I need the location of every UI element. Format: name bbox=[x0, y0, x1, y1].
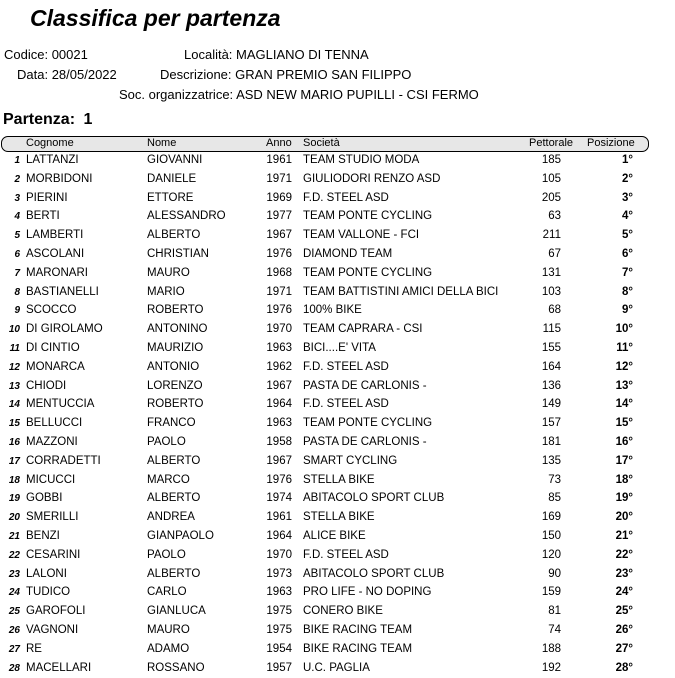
posizione-cell: 9° bbox=[622, 304, 633, 317]
societa-cell: TEAM STUDIO MODA bbox=[303, 154, 420, 166]
nome-cell: MAURO bbox=[147, 266, 190, 279]
localita-value: MAGLIANO DI TENNA bbox=[236, 47, 369, 62]
pettorale-cell: 90 bbox=[548, 567, 561, 580]
row-number: 27 bbox=[8, 643, 20, 655]
pettorale-cell: 63 bbox=[548, 210, 561, 223]
posizione-cell: 20° bbox=[615, 511, 633, 524]
societa-cell: STELLA BIKE bbox=[303, 511, 375, 524]
pettorale-cell: 73 bbox=[548, 473, 561, 486]
nome-cell: PAOLO bbox=[147, 548, 186, 561]
table-row bbox=[0, 377, 675, 396]
anno-cell: 1963 bbox=[266, 342, 292, 354]
societa-cell: BICI....E' VITA bbox=[303, 342, 376, 354]
table-row bbox=[0, 414, 675, 433]
nome-cell: DANIELE bbox=[147, 172, 197, 185]
posizione-cell: 27° bbox=[615, 642, 633, 655]
row-number: 6 bbox=[14, 249, 20, 260]
nome-cell: ALESSANDRO bbox=[147, 210, 226, 223]
row-number: 5 bbox=[14, 230, 20, 242]
posizione-cell: 18° bbox=[615, 473, 633, 486]
table-row bbox=[0, 583, 675, 602]
anno-cell: 1977 bbox=[266, 210, 292, 223]
posizione-cell: 17° bbox=[615, 454, 633, 467]
nome-cell: LORENZO bbox=[147, 379, 203, 392]
codice-label: Codice: bbox=[4, 47, 49, 62]
pettorale-cell: 120 bbox=[541, 548, 561, 561]
societa-cell: PRO LIFE - NO DOPING bbox=[303, 586, 432, 599]
row-number: 2 bbox=[14, 173, 20, 185]
row-number: 3 bbox=[14, 192, 20, 204]
pettorale-cell: 155 bbox=[541, 342, 561, 354]
pettorale-cell: 150 bbox=[541, 530, 561, 542]
pettorale-cell: 85 bbox=[548, 492, 561, 505]
nome-cell: GIANPAOLO bbox=[147, 530, 214, 542]
row-number: 21 bbox=[8, 531, 20, 542]
posizione-cell: 28° bbox=[615, 661, 633, 674]
societa-cell: BIKE RACING TEAM bbox=[303, 642, 413, 655]
nome-cell: GIANLUCA bbox=[147, 605, 206, 618]
soc-label: Soc. organizzatrice: bbox=[119, 87, 234, 102]
societa-cell: TEAM PONTE CYCLING bbox=[303, 210, 433, 223]
posizione-cell: 6° bbox=[622, 248, 633, 260]
table-row bbox=[0, 395, 675, 414]
posizione-cell: 10° bbox=[615, 323, 633, 336]
meta-data bbox=[17, 67, 117, 82]
row-number: 9 bbox=[14, 305, 20, 317]
nome-cell: ALBERTO bbox=[147, 229, 201, 242]
section-label: Partenza: bbox=[3, 111, 76, 128]
table-row bbox=[0, 207, 675, 226]
table-row bbox=[0, 433, 675, 452]
cognome-cell: DI GIROLAMO bbox=[26, 323, 103, 336]
societa-cell: ABITACOLO SPORT CLUB bbox=[303, 492, 445, 505]
anno-cell: 1958 bbox=[266, 436, 292, 448]
pettorale-cell: 115 bbox=[542, 323, 561, 336]
data-label: Data: bbox=[17, 67, 49, 82]
nome-cell: MAURIZIO bbox=[147, 342, 204, 354]
anno-cell: 1954 bbox=[266, 642, 292, 655]
cognome-cell: BERTI bbox=[26, 210, 60, 223]
societa-cell: TEAM VALLONE - FCI bbox=[303, 229, 420, 242]
pettorale-cell: 68 bbox=[548, 304, 561, 317]
table-row bbox=[0, 358, 675, 377]
nome-cell: GIOVANNI bbox=[147, 154, 203, 166]
row-number: 10 bbox=[8, 324, 20, 336]
table-row bbox=[0, 339, 675, 358]
anno-cell: 1963 bbox=[266, 417, 292, 430]
col-posizione: Posizione bbox=[587, 137, 635, 149]
table-row bbox=[0, 489, 675, 508]
cognome-cell: MONARCA bbox=[26, 360, 85, 373]
cognome-cell: VAGNONI bbox=[26, 624, 79, 636]
posizione-cell: 5° bbox=[622, 229, 633, 242]
societa-cell: F.D. STEEL ASD bbox=[303, 398, 389, 411]
descrizione-label: Descrizione: bbox=[160, 67, 232, 82]
societa-cell: BIKE RACING TEAM bbox=[303, 624, 413, 636]
row-number: 13 bbox=[8, 380, 20, 392]
cognome-cell: MENTUCCIA bbox=[26, 398, 95, 411]
data-value: 28/05/2022 bbox=[51, 67, 117, 82]
cognome-cell: DI CINTIO bbox=[26, 342, 80, 354]
meta-localita bbox=[184, 47, 369, 62]
cognome-cell: SCOCCO bbox=[26, 304, 77, 317]
societa-cell: F.D. STEEL ASD bbox=[303, 191, 389, 204]
cognome-cell: CORRADETTI bbox=[26, 454, 101, 467]
pettorale-cell: 136 bbox=[541, 379, 561, 392]
anno-cell: 1976 bbox=[266, 248, 292, 260]
cognome-cell: BELLUCCI bbox=[26, 417, 83, 430]
cognome-cell: LAMBERTI bbox=[26, 229, 84, 242]
table-row bbox=[0, 170, 675, 189]
page-title: Classifica per partenza bbox=[30, 5, 281, 31]
anno-cell: 1964 bbox=[266, 398, 292, 411]
table-row bbox=[0, 452, 675, 471]
posizione-cell: 24° bbox=[615, 586, 633, 599]
societa-cell: STELLA BIKE bbox=[303, 473, 375, 486]
societa-cell: PASTA DE CARLONIS - bbox=[303, 379, 427, 392]
anno-cell: 1961 bbox=[266, 511, 292, 524]
anno-cell: 1976 bbox=[266, 473, 292, 486]
posizione-cell: 1° bbox=[622, 154, 633, 166]
row-number: 26 bbox=[8, 625, 20, 636]
anno-cell: 1971 bbox=[266, 172, 292, 185]
nome-cell: CHRISTIAN bbox=[147, 248, 209, 260]
pettorale-cell: 105 bbox=[541, 172, 561, 185]
row-number: 11 bbox=[9, 343, 20, 354]
anno-cell: 1971 bbox=[266, 285, 292, 298]
anno-cell: 1969 bbox=[266, 191, 292, 204]
pettorale-cell: 211 bbox=[542, 229, 561, 242]
societa-cell: PASTA DE CARLONIS - bbox=[303, 436, 427, 448]
societa-cell: ALICE BIKE bbox=[303, 530, 366, 542]
anno-cell: 1963 bbox=[266, 586, 292, 599]
descrizione-value: GRAN PREMIO SAN FILIPPO bbox=[235, 67, 412, 82]
cognome-cell: BENZI bbox=[26, 530, 60, 542]
table-row bbox=[0, 320, 675, 339]
row-number: 28 bbox=[8, 662, 20, 674]
table-row bbox=[0, 527, 675, 546]
nome-cell: ROBERTO bbox=[147, 398, 204, 411]
row-number: 15 bbox=[8, 418, 20, 430]
nome-cell: FRANCO bbox=[147, 417, 196, 430]
cognome-cell: ASCOLANI bbox=[26, 248, 85, 260]
societa-cell: F.D. STEEL ASD bbox=[303, 360, 389, 373]
anno-cell: 1967 bbox=[266, 454, 292, 467]
posizione-cell: 8° bbox=[622, 285, 633, 298]
table-row bbox=[0, 471, 675, 490]
anno-cell: 1961 bbox=[266, 154, 292, 166]
pettorale-cell: 159 bbox=[541, 586, 561, 599]
anno-cell: 1976 bbox=[266, 304, 292, 317]
nome-cell: ADAMO bbox=[147, 642, 190, 655]
societa-cell: SMART CYCLING bbox=[303, 454, 398, 467]
societa-cell: DIAMOND TEAM bbox=[303, 248, 393, 260]
row-number: 12 bbox=[8, 361, 20, 373]
nome-cell: MARIO bbox=[147, 285, 185, 298]
table-row bbox=[0, 640, 675, 659]
societa-cell: TEAM CAPRARA - CSI bbox=[303, 323, 423, 336]
pettorale-cell: 192 bbox=[541, 661, 561, 674]
cognome-cell: LATTANZI bbox=[26, 154, 79, 166]
col-societa: Società bbox=[303, 137, 340, 149]
table-row bbox=[0, 301, 675, 320]
nome-cell: ALBERTO bbox=[147, 567, 201, 580]
row-number: 1 bbox=[14, 155, 20, 166]
row-number: 19 bbox=[8, 493, 20, 505]
cognome-cell: GOBBI bbox=[26, 492, 63, 505]
nome-cell: ANDREA bbox=[147, 511, 195, 524]
pettorale-cell: 131 bbox=[541, 266, 561, 279]
nome-cell: ROBERTO bbox=[147, 304, 204, 317]
row-number: 23 bbox=[8, 568, 20, 580]
table-row bbox=[0, 602, 675, 621]
cognome-cell: BASTIANELLI bbox=[26, 285, 99, 298]
pettorale-cell: 74 bbox=[548, 624, 561, 636]
col-nome: Nome bbox=[147, 137, 177, 149]
posizione-cell: 7° bbox=[622, 266, 633, 279]
posizione-cell: 3° bbox=[622, 191, 633, 204]
posizione-cell: 12° bbox=[615, 360, 633, 373]
row-number: 24 bbox=[8, 587, 20, 599]
posizione-cell: 15° bbox=[615, 417, 633, 430]
pettorale-cell: 185 bbox=[541, 154, 561, 166]
soc-value: ASD NEW MARIO PUPILLI - CSI FERMO bbox=[236, 87, 479, 102]
pettorale-cell: 67 bbox=[548, 248, 561, 260]
anno-cell: 1970 bbox=[266, 548, 292, 561]
anno-cell: 1968 bbox=[266, 266, 292, 279]
societa-cell: ABITACOLO SPORT CLUB bbox=[303, 567, 445, 580]
pettorale-cell: 169 bbox=[541, 511, 561, 524]
nome-cell: MARCO bbox=[147, 473, 190, 486]
pettorale-cell: 135 bbox=[541, 454, 561, 467]
nome-cell: ROSSANO bbox=[147, 661, 205, 674]
anno-cell: 1967 bbox=[266, 379, 292, 392]
anno-cell: 1964 bbox=[266, 530, 292, 542]
anno-cell: 1970 bbox=[266, 323, 292, 336]
cognome-cell: MORBIDONI bbox=[26, 172, 93, 185]
meta-soc bbox=[119, 87, 479, 102]
codice-value: 00021 bbox=[51, 47, 88, 62]
pettorale-cell: 81 bbox=[548, 605, 561, 618]
posizione-cell: 25° bbox=[615, 605, 633, 618]
cognome-cell: SMERILLI bbox=[26, 511, 79, 524]
col-pettorale: Pettorale bbox=[529, 137, 574, 149]
localita-label: Località: bbox=[184, 47, 233, 62]
cognome-cell: MARONARI bbox=[26, 266, 88, 279]
societa-cell: 100% BIKE bbox=[303, 304, 362, 317]
pettorale-cell: 181 bbox=[541, 436, 561, 448]
nome-cell: PAOLO bbox=[147, 436, 186, 448]
cognome-cell: LALONI bbox=[26, 567, 67, 580]
nome-cell: CARLO bbox=[147, 586, 187, 599]
cognome-cell: MICUCCI bbox=[26, 473, 76, 486]
nome-cell: ANTONINO bbox=[147, 323, 208, 336]
anno-cell: 1975 bbox=[266, 624, 292, 636]
cognome-cell: TUDICO bbox=[26, 586, 71, 599]
section-heading bbox=[3, 111, 92, 129]
societa-cell: TEAM BATTISTINI AMICI DELLA BICI bbox=[303, 285, 499, 298]
anno-cell: 1975 bbox=[266, 605, 292, 618]
row-number: 20 bbox=[8, 512, 20, 524]
cognome-cell: MAZZONI bbox=[26, 436, 78, 448]
pettorale-cell: 205 bbox=[541, 191, 561, 204]
table-row bbox=[0, 264, 675, 283]
posizione-cell: 13° bbox=[615, 379, 633, 392]
anno-cell: 1962 bbox=[266, 360, 292, 373]
row-number: 16 bbox=[8, 437, 20, 448]
posizione-cell: 19° bbox=[615, 492, 633, 505]
table-row bbox=[0, 226, 675, 245]
nome-cell: MAURO bbox=[147, 624, 190, 636]
posizione-cell: 22° bbox=[615, 548, 633, 561]
posizione-cell: 16° bbox=[615, 436, 633, 448]
row-number: 18 bbox=[8, 474, 20, 486]
posizione-cell: 21° bbox=[615, 530, 633, 542]
anno-cell: 1974 bbox=[266, 492, 292, 505]
table-row bbox=[0, 621, 675, 640]
nome-cell: ALBERTO bbox=[147, 492, 201, 505]
row-number: 25 bbox=[8, 606, 20, 618]
table-row bbox=[0, 659, 675, 678]
nome-cell: ANTONIO bbox=[147, 360, 200, 373]
cognome-cell: RE bbox=[26, 642, 42, 655]
nome-cell: ETTORE bbox=[147, 191, 194, 204]
posizione-cell: 14° bbox=[615, 398, 633, 411]
meta-descrizione bbox=[160, 67, 411, 82]
anno-cell: 1973 bbox=[266, 567, 292, 580]
row-number: 14 bbox=[8, 399, 20, 411]
societa-cell: CONERO BIKE bbox=[303, 605, 383, 618]
cognome-cell: PIERINI bbox=[26, 191, 68, 204]
societa-cell: GIULIODORI RENZO ASD bbox=[303, 172, 441, 185]
posizione-cell: 11° bbox=[616, 342, 633, 354]
row-number: 17 bbox=[8, 455, 20, 467]
row-number: 8 bbox=[14, 286, 20, 298]
cognome-cell: CESARINI bbox=[26, 548, 81, 561]
cognome-cell: MACELLARI bbox=[26, 661, 92, 674]
table-row bbox=[0, 245, 675, 264]
posizione-cell: 4° bbox=[622, 210, 633, 223]
nome-cell: ALBERTO bbox=[147, 454, 201, 467]
societa-cell: F.D. STEEL ASD bbox=[303, 548, 389, 561]
pettorale-cell: 188 bbox=[541, 642, 561, 655]
table-row bbox=[0, 546, 675, 565]
pettorale-cell: 103 bbox=[541, 285, 561, 298]
posizione-cell: 2° bbox=[622, 172, 633, 185]
posizione-cell: 23° bbox=[615, 567, 633, 580]
row-number: 4 bbox=[14, 211, 20, 223]
row-number: 7 bbox=[14, 267, 20, 279]
pettorale-cell: 157 bbox=[541, 417, 561, 430]
societa-cell: TEAM PONTE CYCLING bbox=[303, 266, 433, 279]
cognome-cell: GAROFOLI bbox=[26, 605, 86, 618]
cognome-cell: CHIODI bbox=[26, 379, 67, 392]
table-row bbox=[0, 189, 675, 208]
pettorale-cell: 164 bbox=[541, 360, 561, 373]
col-anno: Anno bbox=[266, 137, 292, 149]
anno-cell: 1957 bbox=[266, 661, 292, 674]
table-row bbox=[0, 565, 675, 584]
meta-codice bbox=[4, 47, 88, 62]
table-row bbox=[0, 508, 675, 527]
societa-cell: TEAM PONTE CYCLING bbox=[303, 417, 433, 430]
table-row bbox=[0, 283, 675, 302]
row-number: 22 bbox=[8, 549, 20, 561]
anno-cell: 1967 bbox=[266, 229, 292, 242]
col-cognome: Cognome bbox=[26, 137, 74, 149]
posizione-cell: 26° bbox=[615, 624, 633, 636]
table-row bbox=[0, 151, 675, 170]
section-value: 1 bbox=[83, 111, 93, 128]
pettorale-cell: 149 bbox=[541, 398, 561, 411]
societa-cell: U.C. PAGLIA bbox=[303, 661, 370, 674]
